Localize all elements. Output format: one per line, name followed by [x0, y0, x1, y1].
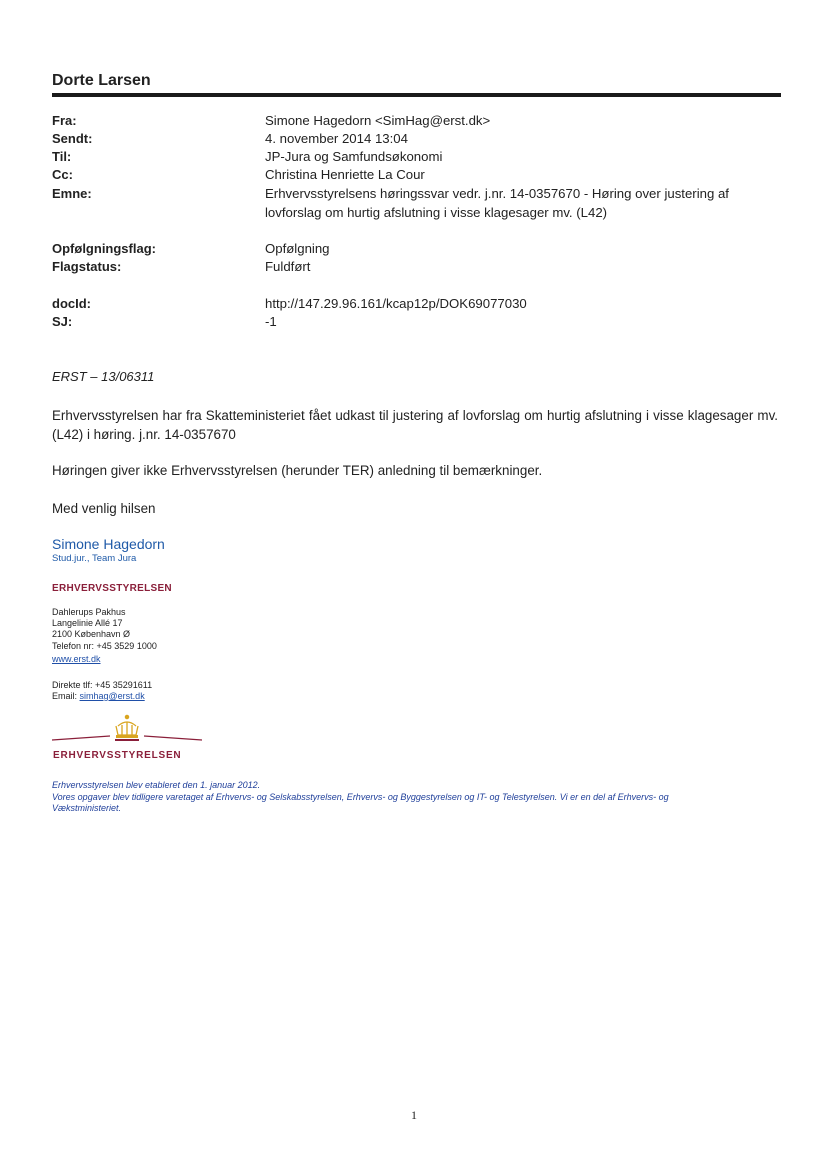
signature-org: ERHVERVSSTYRELSEN	[52, 583, 172, 594]
sent-label: Sendt:	[52, 131, 93, 146]
sj-value: -1	[265, 314, 277, 329]
footer-line-1: Erhvervsstyrelsen blev etableret den 1. januar 2012.	[52, 780, 261, 790]
from-label: Fra:	[52, 113, 77, 128]
page-number: 1	[411, 1108, 417, 1122]
phone-line: Telefon nr: +45 3529 1000	[52, 641, 157, 651]
address-line-2: Langelinie Allé 17	[52, 618, 123, 628]
subject-line-2: lovforslag om hurtig afslutning i visse klagesager mv. (L42)	[265, 205, 608, 220]
flag-status-label: Flagstatus:	[52, 259, 122, 274]
docid-label: docId:	[52, 296, 91, 311]
website-link[interactable]: www.erst.dk	[52, 654, 101, 664]
cc-label: Cc:	[52, 167, 73, 182]
docid-value: http://147.29.96.161/kcap12p/DOK69077030	[265, 296, 527, 311]
email-line	[52, 691, 145, 702]
signature-name: Simone Hagedorn	[52, 536, 165, 552]
footer-line-2: Vores opgaver blev tidligere varetaget af Erhvervs- og Selskabsstyrelsen, Erhvervs- og Byggestyrelsen og IT- og Telestyrelsen. Vi er en del af Erhvervs- og	[52, 792, 669, 802]
body-paragraph-1: Erhvervsstyrelsen har fra Skatteministeriet fået udkast til justering af lovforslag om hurtig afslutning i visse klagesager mv. (L42) i høring. j.nr. 14-0357670	[52, 408, 778, 442]
flag-status-value: Fuldført	[265, 259, 311, 274]
from-value: Simone Hagedorn <SimHag@erst.dk>	[265, 113, 491, 128]
closing-greeting: Med venlig hilsen	[52, 501, 156, 516]
header-rule	[52, 93, 781, 97]
case-reference: ERST – 13/06311	[52, 369, 155, 384]
email-label: Email:	[52, 691, 78, 701]
author-name: Dorte Larsen	[52, 72, 151, 89]
signature-title: Stud.jur., Team Jura	[52, 553, 137, 564]
followup-flag-value: Opfølgning	[265, 241, 330, 256]
sj-label: SJ:	[52, 314, 73, 329]
address-line-3: 2100 København Ø	[52, 629, 131, 639]
subject-line-1: Erhvervsstyrelsens høringssvar vedr. j.nr. 14-0357670 - Høring over justering af	[265, 186, 729, 201]
sent-value: 4. november 2014 13:04	[265, 131, 408, 146]
cc-value: Christina Henriette La Cour	[265, 167, 425, 182]
email-link[interactable]: simhag@erst.dk	[79, 691, 145, 701]
footer-line-3: Vækstministeriet.	[52, 803, 122, 813]
to-label: Til:	[52, 149, 72, 164]
subject-label: Emne:	[52, 186, 92, 201]
body-paragraph-2: Høringen giver ikke Erhvervsstyrelsen (herunder TER) anledning til bemærkninger.	[52, 463, 543, 478]
to-value: JP-Jura og Samfundsøkonomi	[265, 149, 443, 164]
logo-wordmark: ERHVERVSSTYRELSEN	[53, 750, 182, 761]
address-line-1: Dahlerups Pakhus	[52, 607, 126, 617]
followup-flag-label: Opfølgningsflag:	[52, 241, 156, 256]
direct-phone: Direkte tlf: +45 35291611	[52, 680, 153, 690]
